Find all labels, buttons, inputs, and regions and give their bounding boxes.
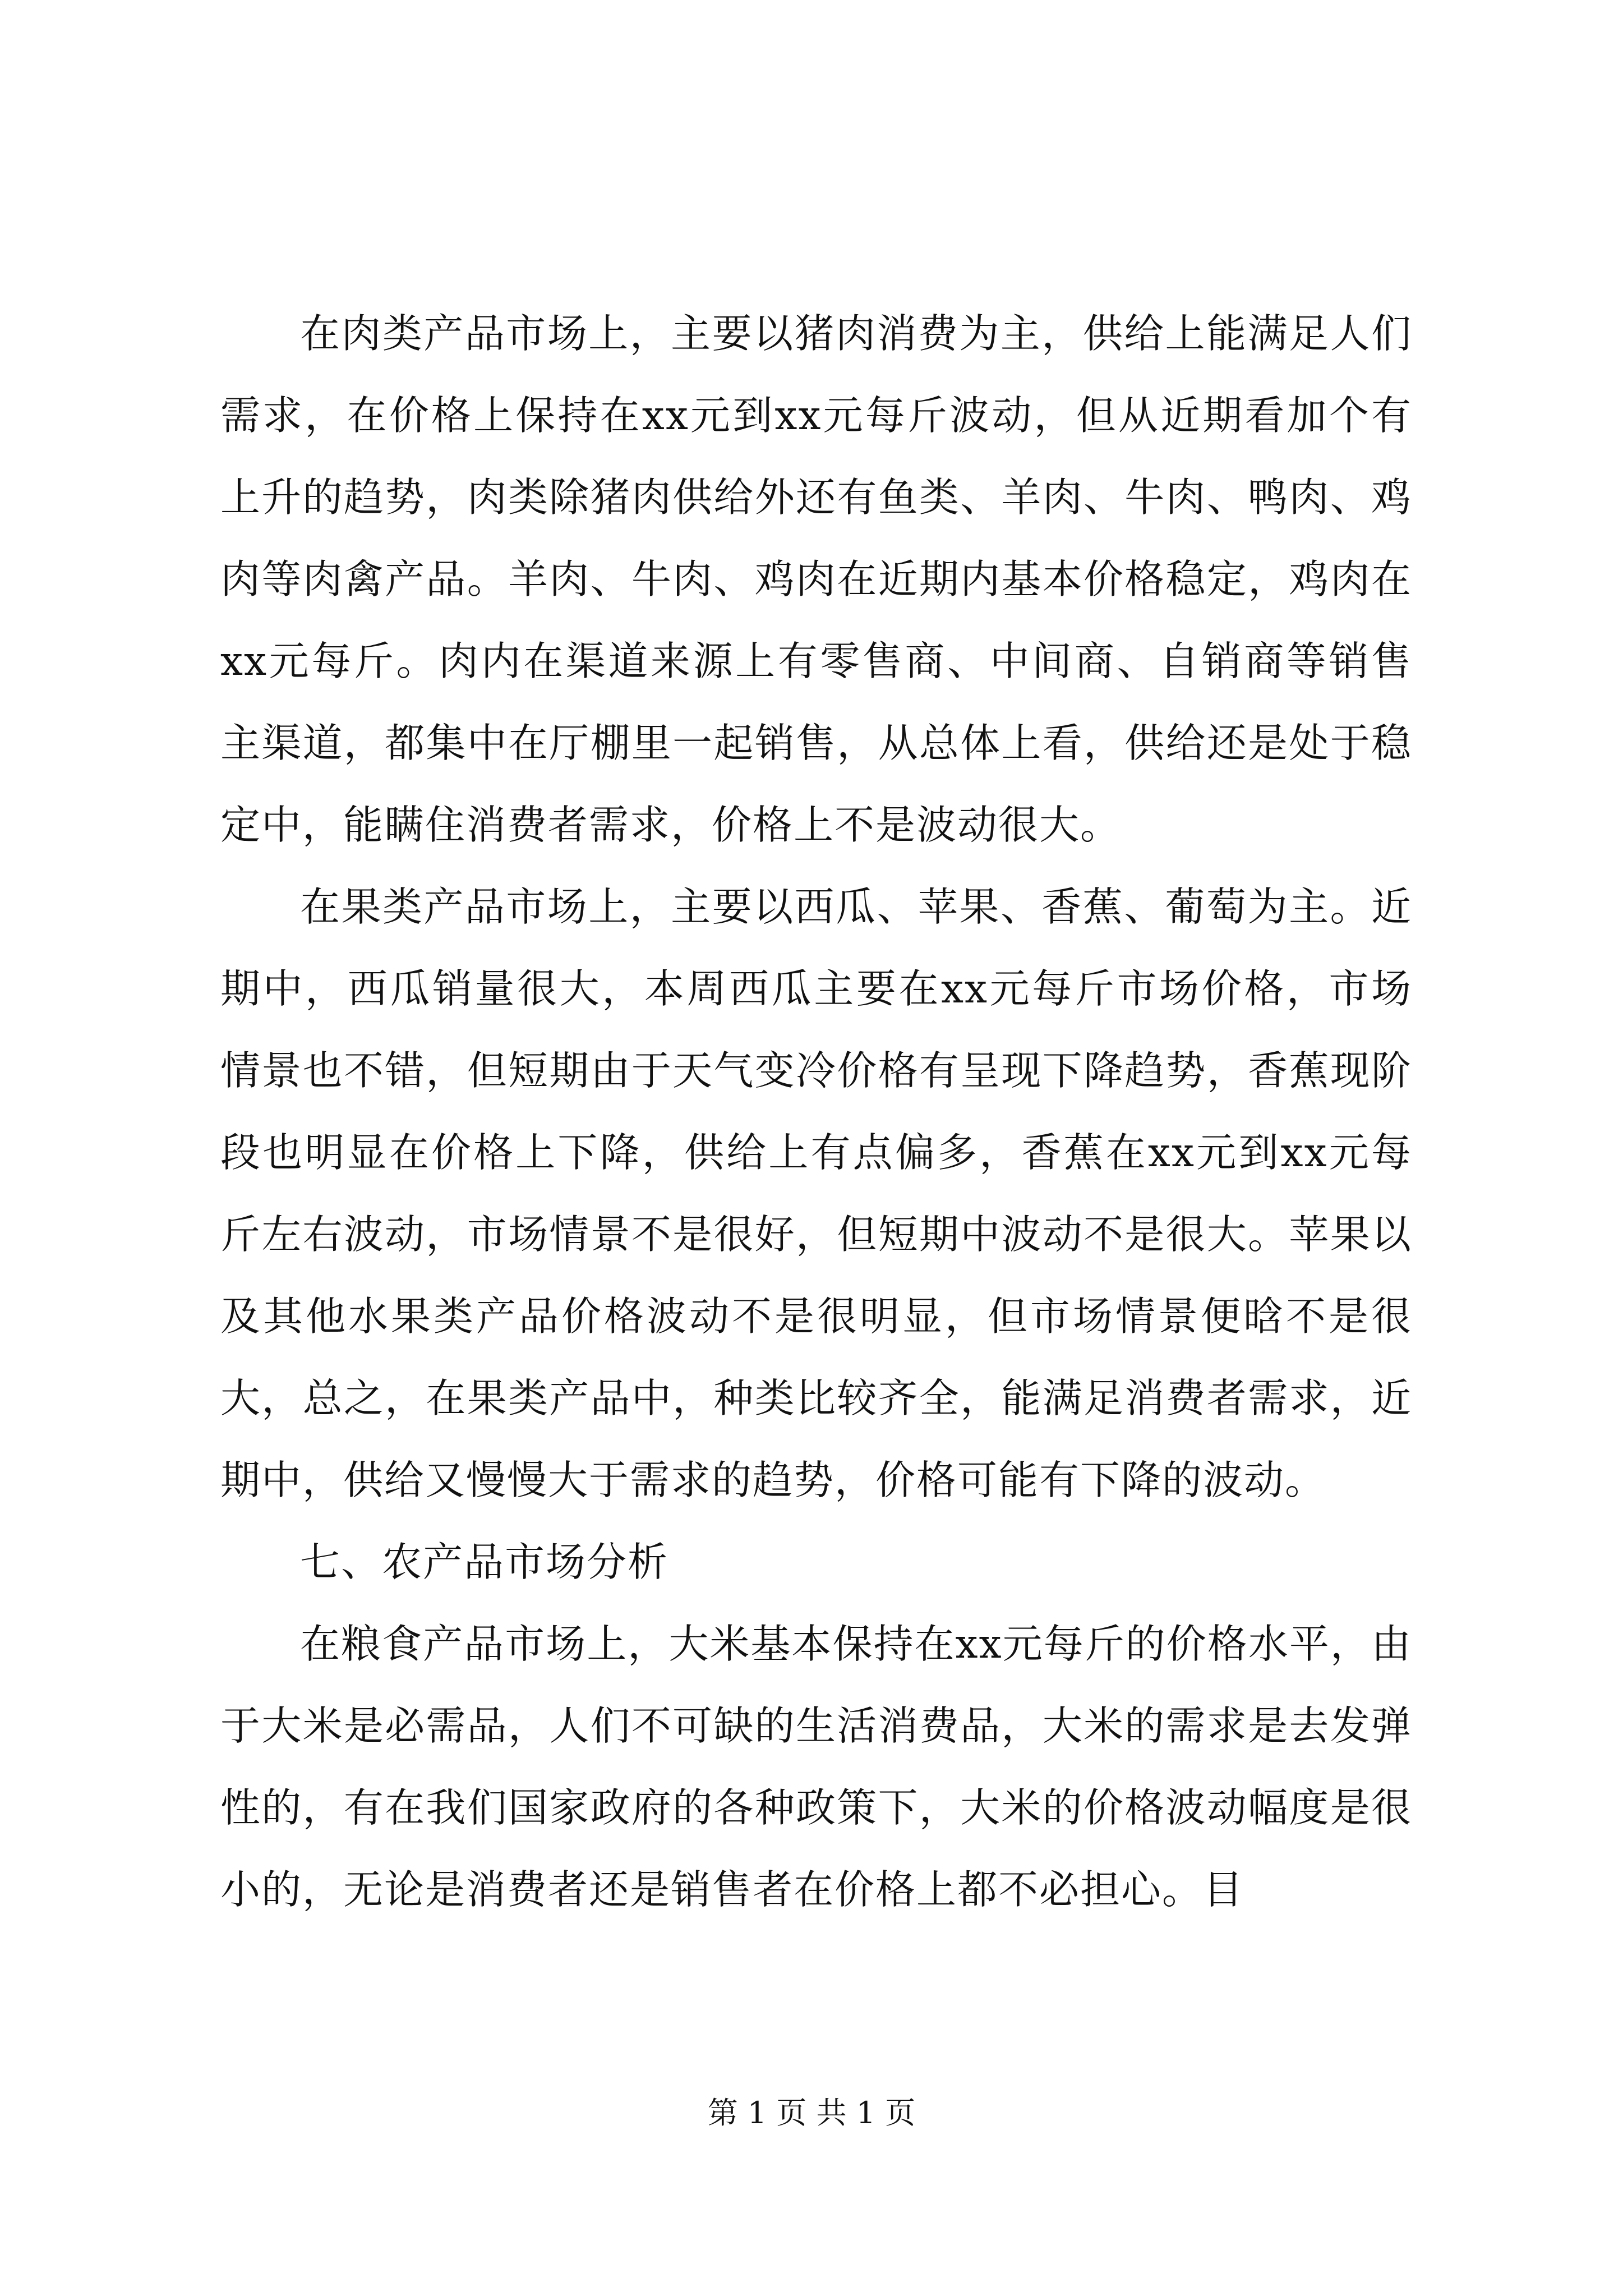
document-body xyxy=(220,293,1412,1931)
paragraph-fruit-market: 在果类产品市场上，主要以西瓜、苹果、香蕉、葡萄为主。近期中，西瓜销量很大，本周西瓜主要在xx元每斤市场价格，市场情景也不错，但短期由于天气变冷价格有呈现下降趋势，香蕉现阶段也明显在价格上下降，供给上有点偏多，香蕉在xx元到xx元每斤左右波动，市场情景不是很好，但短期中波动不是很大。苹果以及其他水果类产品价格波动不是很明显，但市场情景便晗不是很大，总之，在果类产品中，种类比较齐全，能满足消费者需求，近期中，供给又慢慢大于需求的趋势，价格可能有下降的波动。 xyxy=(220,884,1412,1503)
paragraph-meat-market: 在肉类产品市场上，主要以猪肉消费为主，供给上能满足人们需求，在价格上保持在xx元到xx元每斤波动，但从近期看加个有上升的趋势，肉类除猪肉供给外还有鱼类、羊肉、牛肉、鸭肉、鸡肉等肉禽产品。羊肉、牛肉、鸡肉在近期内基本价格稳定，鸡肉在xx元每斤。肉内在渠道来源上有零售商、中间商、自销商等销售主渠道，都集中在厅棚里一起销售，从总体上看，供给还是处于稳定中，能瞒住消费者需求，价格上不是波动很大。 xyxy=(220,310,1412,848)
paragraph-grain-market: 在粮食产品市场上，大米基本保持在xx元每斤的价格水平，由于大米是必需品，人们不可缺的生活消费品，大米的需求是去发弹性的，有在我们国家政府的各种政策下，大米的价格波动幅度是很小的，无论是消费者还是销售者在价格上都不必担心。目 xyxy=(220,1621,1412,1913)
page-footer: 第 1 页 共 1 页 xyxy=(707,2095,916,2131)
section-heading: 七、农产品市场分析 xyxy=(300,1539,669,1585)
